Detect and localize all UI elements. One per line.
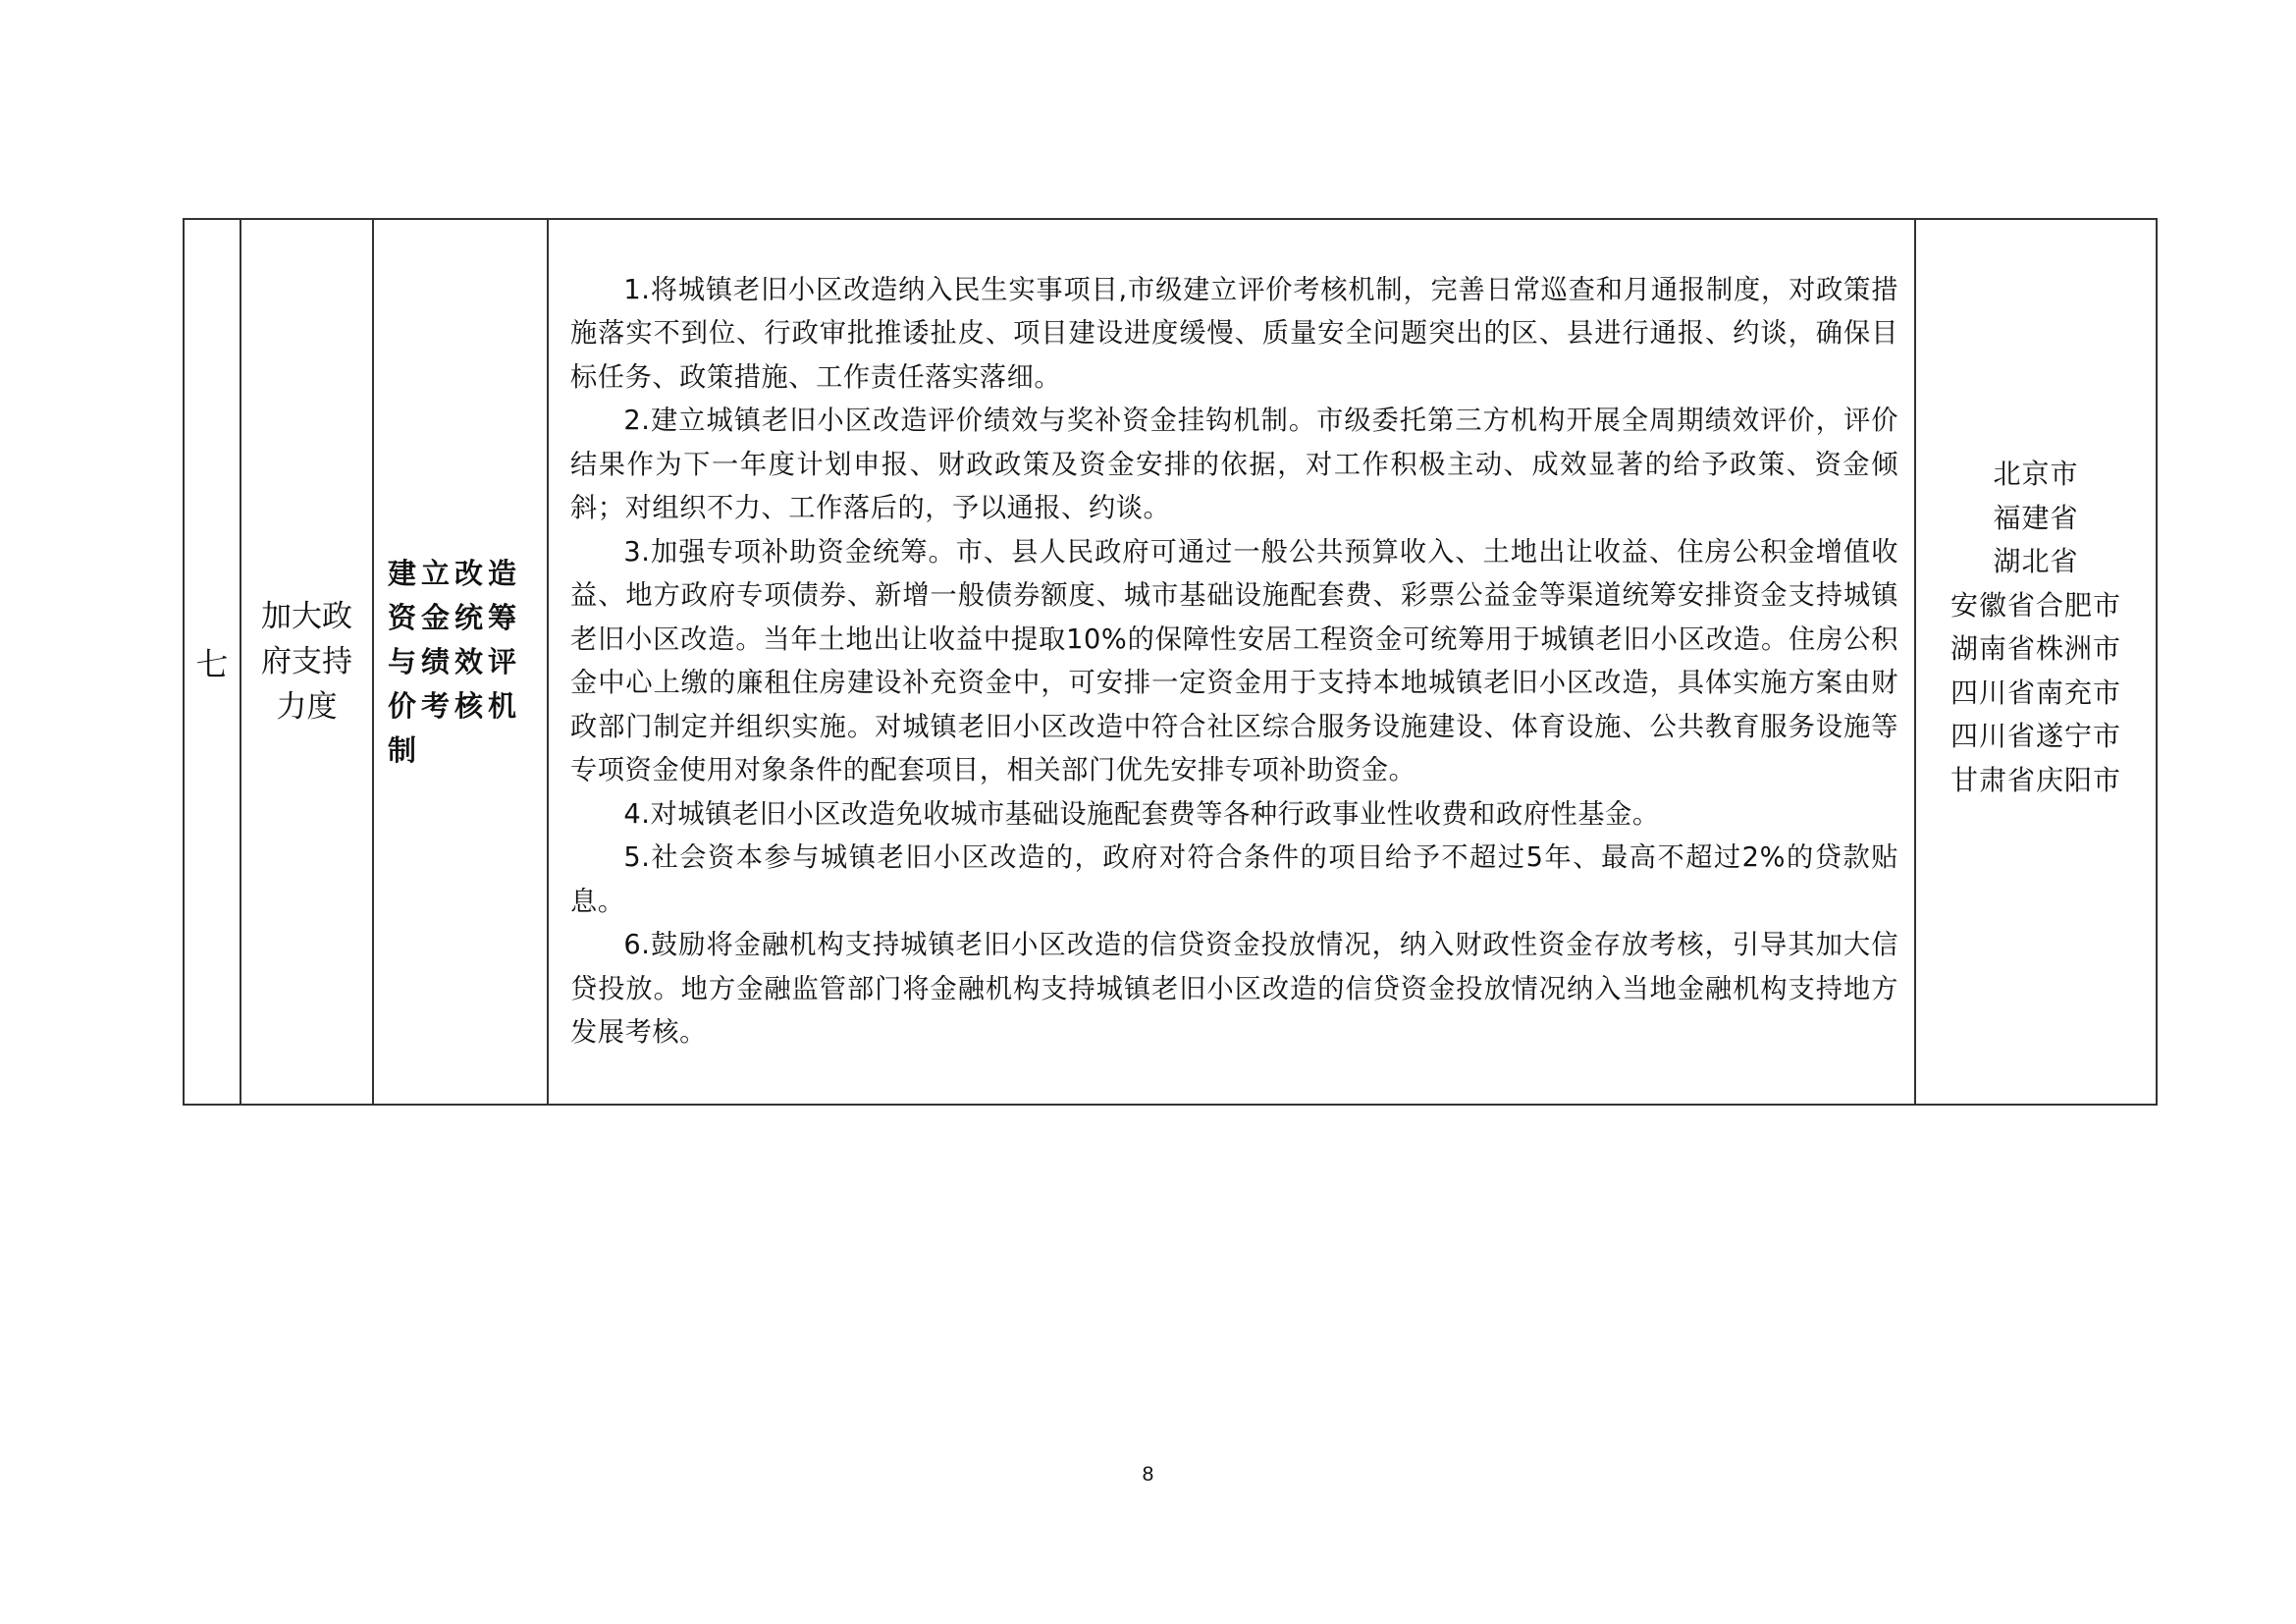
region-item: 福建省 (1993, 501, 2079, 534)
category-line: 力度 (276, 689, 338, 725)
policy-paragraph: 5.社会资本参与城镇老旧小区改造的，政府对符合条件的项目给予不超过5年、最高不超过2%的贷款贴息。 (570, 842, 1898, 917)
policy-paragraph: 3.加强专项补助资金统筹。市、县人民政府可通过一般公共预算收入、土地出让收益、住房公积金增值收益、地方政府专项债券、新增一般债券额度、城市基础设施配套费、彩票公益金等渠道统筹安排资金支持城镇老旧小区改造。当年土地出让收益中提取10%的保障性安居工程资金可统筹用于城镇老旧小区改造。住房公积金中心上缴的廉租住房建设补充资金中，可安排一定资金用于支持本地城镇老旧小区改造，具体实施方案由财政部门制定并组织实施。对城镇老旧小区改造中符合社区综合服务设施建设、体育设施、公共教育服务设施等专项资金使用对象条件的配套项目，相关部门优先安排专项补助资金。 (570, 536, 1898, 785)
row-number: 七 (195, 644, 229, 683)
table-row (184, 219, 2157, 1105)
policy-paragraph: 6.鼓励将金融机构支持城镇老旧小区改造的信贷资金投放情况，纳入财政性资金存放考核，引导其加大信贷投放。地方金融监管部门将金融机构支持城镇老旧小区改造的信贷资金投放情况纳入当地金融机构支持地方发展考核。 (570, 930, 1898, 1048)
region-item: 北京市 (1993, 458, 2079, 490)
policy-paragraph: 4.对城镇老旧小区改造免收城市基础设施配套费等各种行政事业性收费和政府性基金。 (623, 798, 1660, 830)
page-number: 8 (1142, 1463, 1154, 1486)
category-cell (240, 219, 373, 1105)
row-number-cell (184, 219, 240, 1105)
region-cell (1915, 219, 2157, 1105)
policy-paragraph: 1.将城镇老旧小区改造纳入民生实事项目,市级建立评价考核机制，完善日常巡查和月通报制度，对政策措施落实不到位、行政审批推诿扯皮、项目建设进度缓慢、质量安全问题突出的区、县进行通报、约谈，确保目标任务、政策措施、工作责任落实落细。 (570, 274, 1898, 393)
measure-cell (373, 219, 548, 1105)
measure-title: 建立改造资金统筹与绩效评价考核机制 (388, 556, 522, 767)
region-item: 四川省南充市 (1949, 676, 2121, 709)
region-item: 甘肃省庆阳市 (1949, 763, 2121, 796)
category-line: 府支持 (261, 644, 352, 679)
policy-table (183, 218, 2158, 1106)
region-item: 湖南省株洲市 (1949, 632, 2121, 665)
region-item: 湖北省 (1993, 545, 2079, 577)
region-item: 四川省遂宁市 (1949, 720, 2121, 752)
category-line: 加大政 (261, 599, 352, 634)
content-cell (548, 219, 1915, 1105)
region-item: 安徽省合肥市 (1949, 588, 2121, 622)
policy-paragraph: 2.建立城镇老旧小区改造评价绩效与奖补资金挂钩机制。市级委托第三方机构开展全周期绩效评价，评价结果作为下一年度计划申报、财政政策及资金安排的依据，对工作积极主动、成效显著的给予政策、资金倾斜；对组织不力、工作落后的，予以通报、约谈。 (570, 406, 1898, 523)
